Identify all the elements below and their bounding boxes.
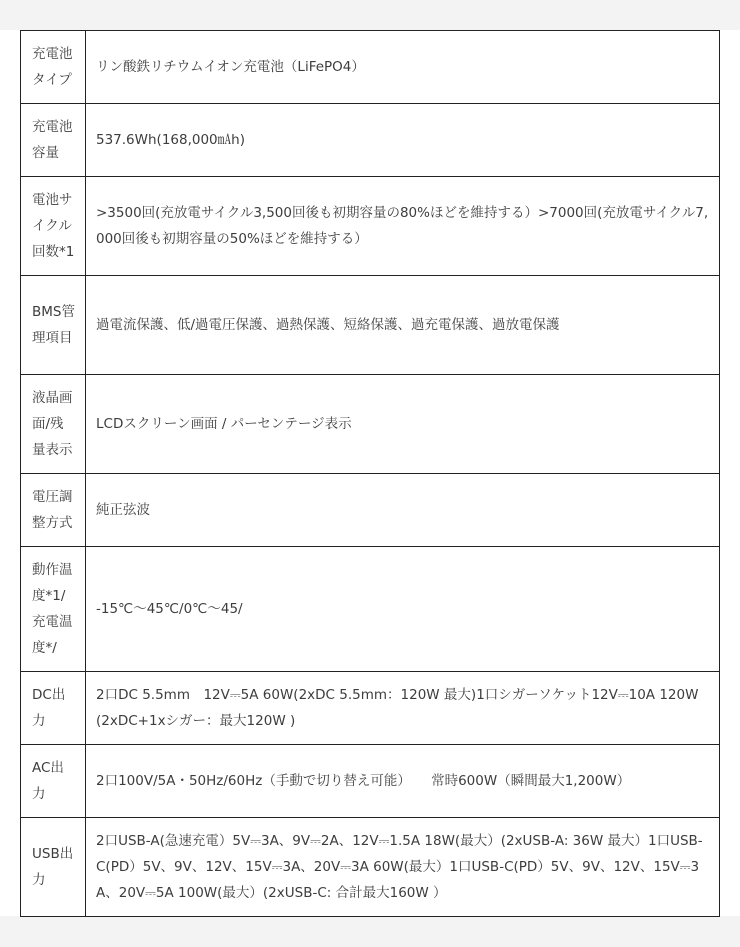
table-row <box>21 31 720 104</box>
row-label-battery-capacity: 充電池容量 <box>21 104 86 177</box>
table-row <box>21 276 720 375</box>
row-value-battery-type: リン酸鉄リチウムイオン充電池（LiFePO4） <box>86 31 720 104</box>
table-row <box>21 474 720 547</box>
table-row <box>21 547 720 672</box>
row-label-display: 液晶画面/残量表示 <box>21 375 86 474</box>
table-row <box>21 177 720 276</box>
row-value-cycle-count: >3500回(充放電サイクル3,500回後も初期容量の80%ほどを維持する）>7000回(充放電サイクル7,000回後も初期容量の50%ほどを維持する） <box>86 177 720 276</box>
row-value-battery-capacity: 537.6Wh(168,000㎃h) <box>86 104 720 177</box>
row-value-voltage-method: 純正弦波 <box>86 474 720 547</box>
row-value-usb-output: 2口USB-A(急速充電）5V⎓3A、9V⎓2A、12V⎓1.5A 18W(最大）(2xUSB-A: 36W 最大）1口USB-C(PD）5V、9V、12V、15V⎓3A、20V⎓3A 60W(最大）1口USB-C(PD）5V、9V、12V、15V⎓3A、20V⎓5A 100W(最大）(2xUSB-C: 合計最大160W ） <box>86 818 720 917</box>
table-row <box>21 672 720 745</box>
row-label-ac-output: AC出力 <box>21 745 86 818</box>
row-value-temperature: -15℃～45℃/0℃～45/ <box>86 547 720 672</box>
row-label-usb-output: USB出力 <box>21 818 86 917</box>
row-value-bms: 過電流保護、低/過電圧保護、過熱保護、短絡保護、過充電保護、過放電保護 <box>86 276 720 375</box>
row-label-dc-output: DC出力 <box>21 672 86 745</box>
row-label-bms: BMS管理項目 <box>21 276 86 375</box>
table-row <box>21 745 720 818</box>
row-value-dc-output: 2口DC 5.5mm 12V⎓5A 60W(2xDC 5.5mm：120W 最大)1口シガーソケット12V⎓10A 120W(2xDC+1xシガー：最大120W ) <box>86 672 720 745</box>
spec-sheet <box>0 30 740 916</box>
table-row <box>21 104 720 177</box>
row-value-ac-output: 2口100V/5A・50Hz/60Hz（手動で切り替え可能） 常時600W（瞬間最大1,200W） <box>86 745 720 818</box>
row-label-temperature: 動作温度*1/充電温度*/ <box>21 547 86 672</box>
row-label-cycle-count: 電池サイクル回数*1 <box>21 177 86 276</box>
row-label-battery-type: 充電池タイプ <box>21 31 86 104</box>
spec-table <box>20 30 720 917</box>
table-row <box>21 375 720 474</box>
table-row <box>21 818 720 917</box>
row-label-voltage-method: 電圧調整方式 <box>21 474 86 547</box>
row-value-display: LCDスクリーン画面 / パーセンテージ表示 <box>86 375 720 474</box>
